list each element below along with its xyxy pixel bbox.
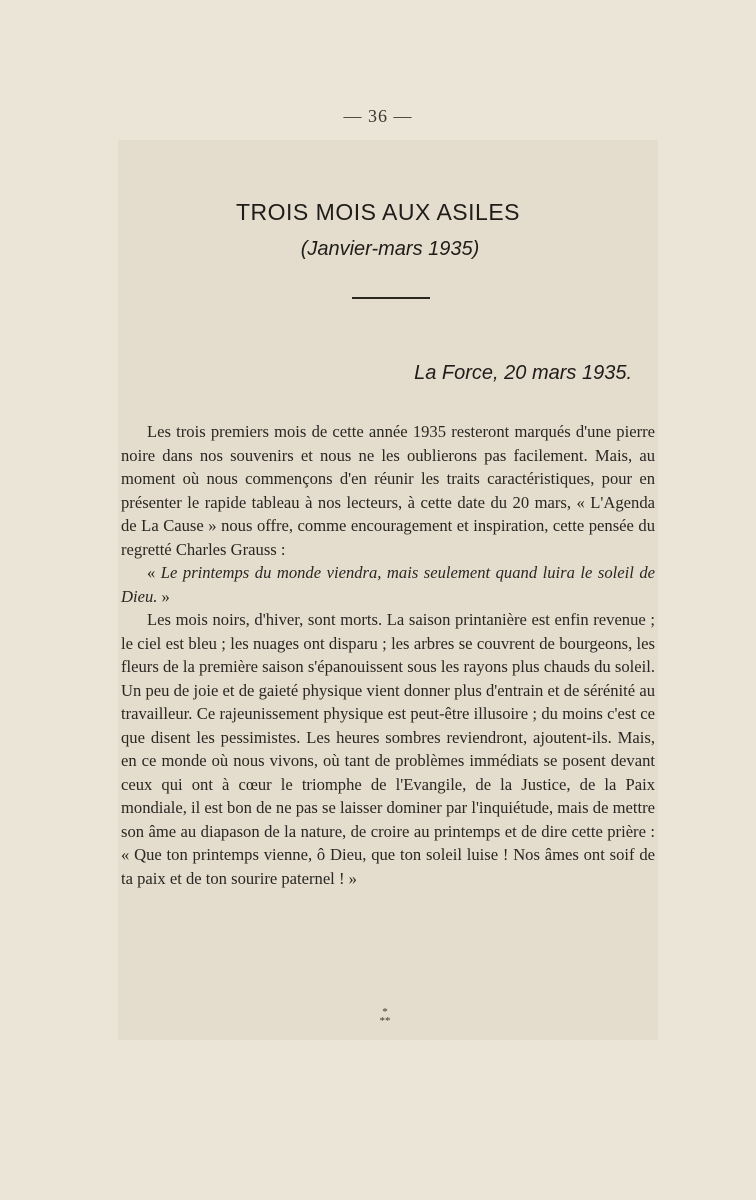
asterism-bottom: ** [379, 1015, 391, 1027]
quote-text: Le printemps du monde viendra, mais seulement quand luira le soleil de Dieu. [121, 563, 655, 606]
asterism-top: * [382, 1006, 388, 1018]
quote-open-mark: « [147, 563, 161, 582]
quote-paragraph [121, 561, 655, 608]
quote-close-mark: » [157, 586, 170, 606]
body-text [121, 420, 655, 890]
chapter-title: TROIS MOIS AUX ASILES [235, 199, 521, 225]
page-number: — 36 — [343, 106, 413, 126]
title-divider [352, 297, 430, 299]
paragraph-1: Les trois premiers mois de cette année 1935 resteront marqués d'une pierre noire dans nos souvenirs et nous ne les oublierons pas facilement. Mais, au moment où nous commençons d'en réunir les traits caractéristiques, pour en présenter le rapide tableau à nos lecteurs, à cette date du 20 mars, « L'Agenda de La Cause » nous offre, comme encouragement et inspiration, cette pensée du regretté Charles Grauss : [121, 422, 655, 559]
chapter-subtitle: (Janvier-mars 1935) [300, 238, 480, 260]
dateline: La Force, 20 mars 1935. [414, 362, 632, 384]
section-asterism [0, 1008, 756, 1026]
paragraph-2: Les mois noirs, d'hiver, sont morts. La saison printanière est enfin revenue ; le ciel est bleu ; les nuages ont disparu ; les arbres se couvrent de bourgeons, les fleurs de la première saison s'épanouissent sous les rayons plus chauds du soleil. Un peu de joie et de gaieté physique vient donner plus d'entrain et de sérénité au travailleur. Ce rajeunissement physique est peut-être illusoire ; du moins c'est ce que disent les pessimistes. Les heures sombres reviendront, ajoutent-ils. Mais, en ce monde où nous vivons, où tant de problèmes immédiats se posent devant ceux qui ont à cœur le triomphe de l'Evangile, de la Justice, de la Paix mondiale, il est bon de ne pas se laisser dominer par l'inquiétude, mais de mettre son âme au diapason de la nature, de croire au printemps et de dire cette prière : « Que ton printemps vienne, ô Dieu, que ton soleil luise ! Nos âmes ont soif de ta paix et de ton sourire paternel ! » [121, 610, 655, 888]
